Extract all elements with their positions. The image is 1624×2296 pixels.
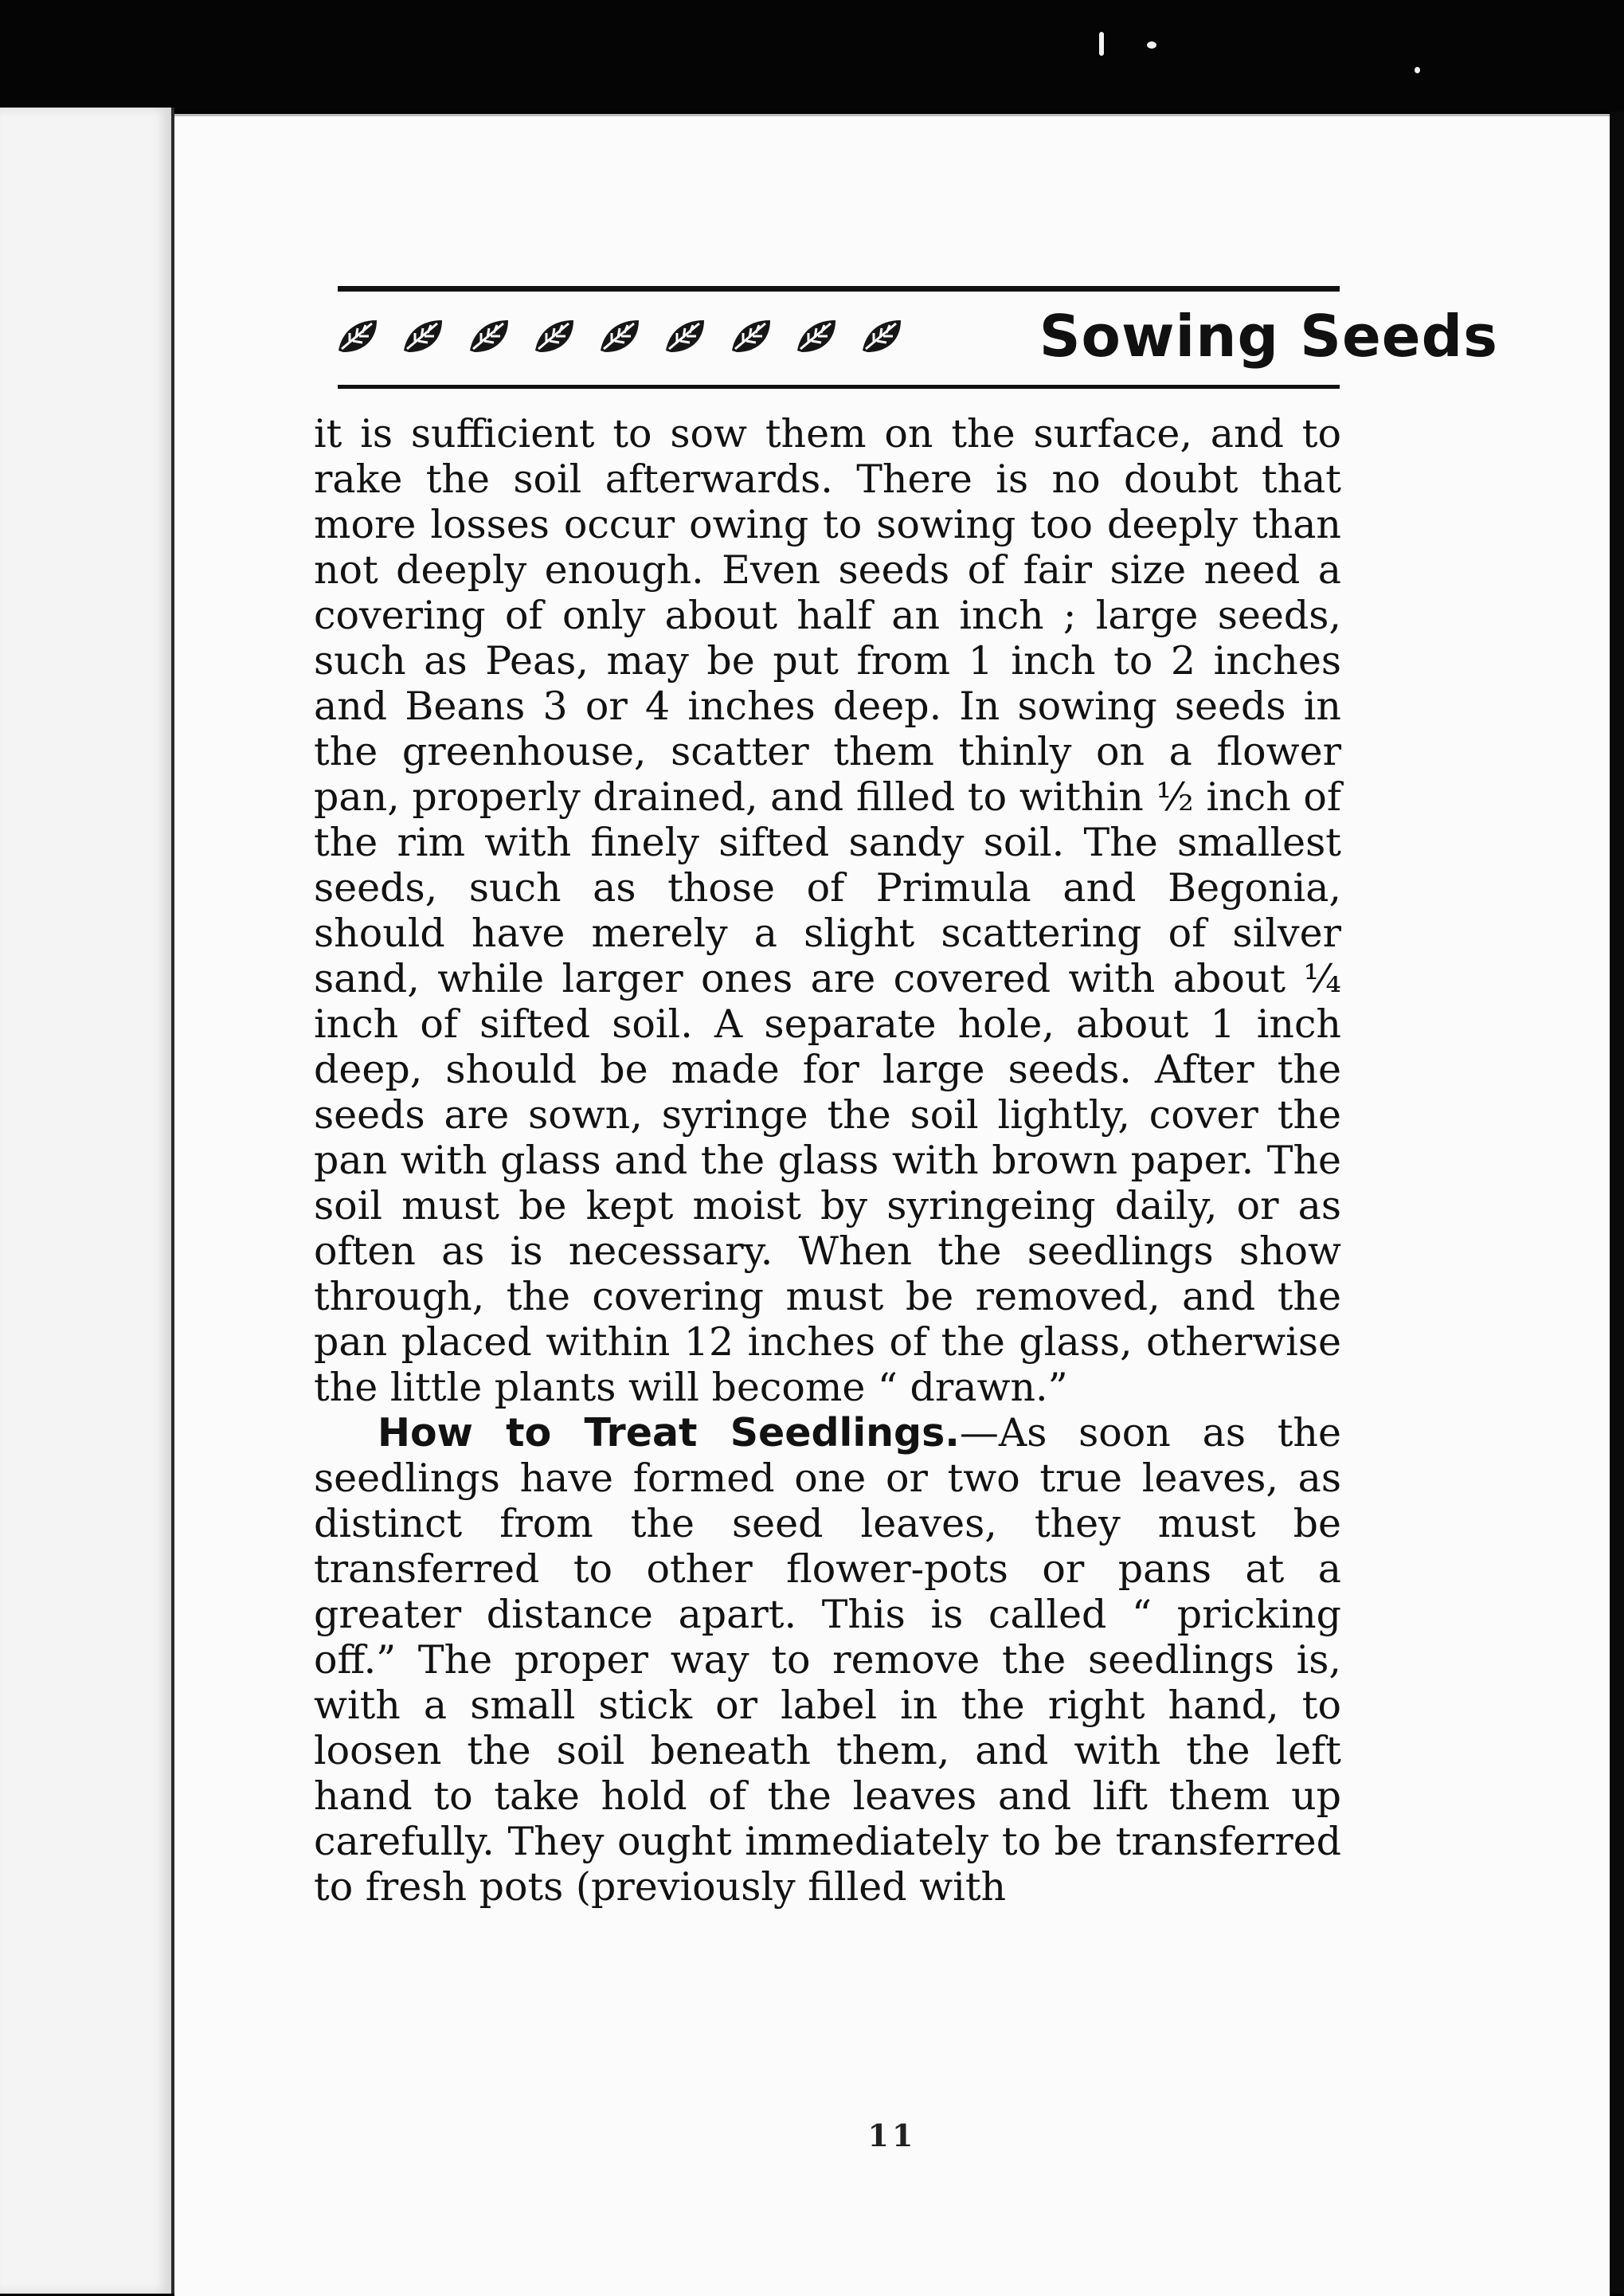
section-subheading: How to Treat Seedlings. xyxy=(378,1410,960,1456)
leaf-ornament-icon xyxy=(465,315,515,355)
paragraph: it is sufficient to sow them on the surface, and to rake the soil afterwards. There is no doubt that more losses occur owing to sowing too deeply than not deeply enough. Even seeds of fair size need a covering of only about half an inch ; large seeds, such as Peas, may be put from 1 inch to 2 inches and Beans 3 or 4 inches deep. In sowing seeds in the greenhouse, scatter them thinly on a flower pan, properly drained, and filled to within ½ inch of the rim with finely sifted sandy soil. The smallest seeds, such as those of Primula and Begonia, should have merely a slight scattering of silver sand, while larger ones are covered with about ¼ inch of sifted soil. A separate hole, about 1 inch deep, should be made for large seeds. After the seeds are sown, syringe the soil lightly, cover the pan with glass and the glass with brown paper. The soil must be kept moist by syringeing daily, or as often as is necessary. When the seedlings show through, the covering must be removed, and the pan placed within 12 inches of the glass, otherwise the little plants will become “ drawn.” xyxy=(314,411,1341,1410)
leaf-ornament-icon xyxy=(334,315,383,355)
page-number: 11 xyxy=(867,2118,917,2153)
header-rule-bottom xyxy=(338,385,1340,389)
facing-page-edge xyxy=(0,108,174,2294)
leaf-ornament-icon xyxy=(530,315,580,355)
book-page xyxy=(174,114,1610,2296)
leaf-ornament-icon xyxy=(596,315,645,355)
scan-right-edge xyxy=(1610,112,1624,2294)
leaf-ornament-icon xyxy=(858,315,907,355)
body-text xyxy=(314,411,1341,1910)
leaf-ornament-icon xyxy=(727,315,777,355)
paragraph xyxy=(314,1410,1341,1910)
paragraph-text: —As soon as the seedlings have formed one or two true leaves, as distinct from the seed leaves, they must be transferred to other flower-pots or pans at a greater distance apart. This is called “ pricking off.” The proper way to remove the seedlings is, with a small stick or label in the right hand, to loosen the soil beneath them, and with the left hand to take hold of the leaves and lift them up carefully. They ought immediately to be transferred to fresh pots (previously filled with xyxy=(314,1410,1341,1910)
scan-speck xyxy=(1147,41,1156,49)
header-rule-top xyxy=(338,286,1340,292)
scan-top-band xyxy=(0,0,1624,112)
leaf-ornament-icon xyxy=(792,315,842,355)
running-head: Sowing Seeds xyxy=(1039,303,1498,370)
scan-speck xyxy=(1099,32,1104,56)
scan-speck xyxy=(1415,67,1420,73)
header-ornament-row xyxy=(334,308,907,363)
leaf-ornament-icon xyxy=(399,315,448,355)
leaf-ornament-icon xyxy=(661,315,710,355)
